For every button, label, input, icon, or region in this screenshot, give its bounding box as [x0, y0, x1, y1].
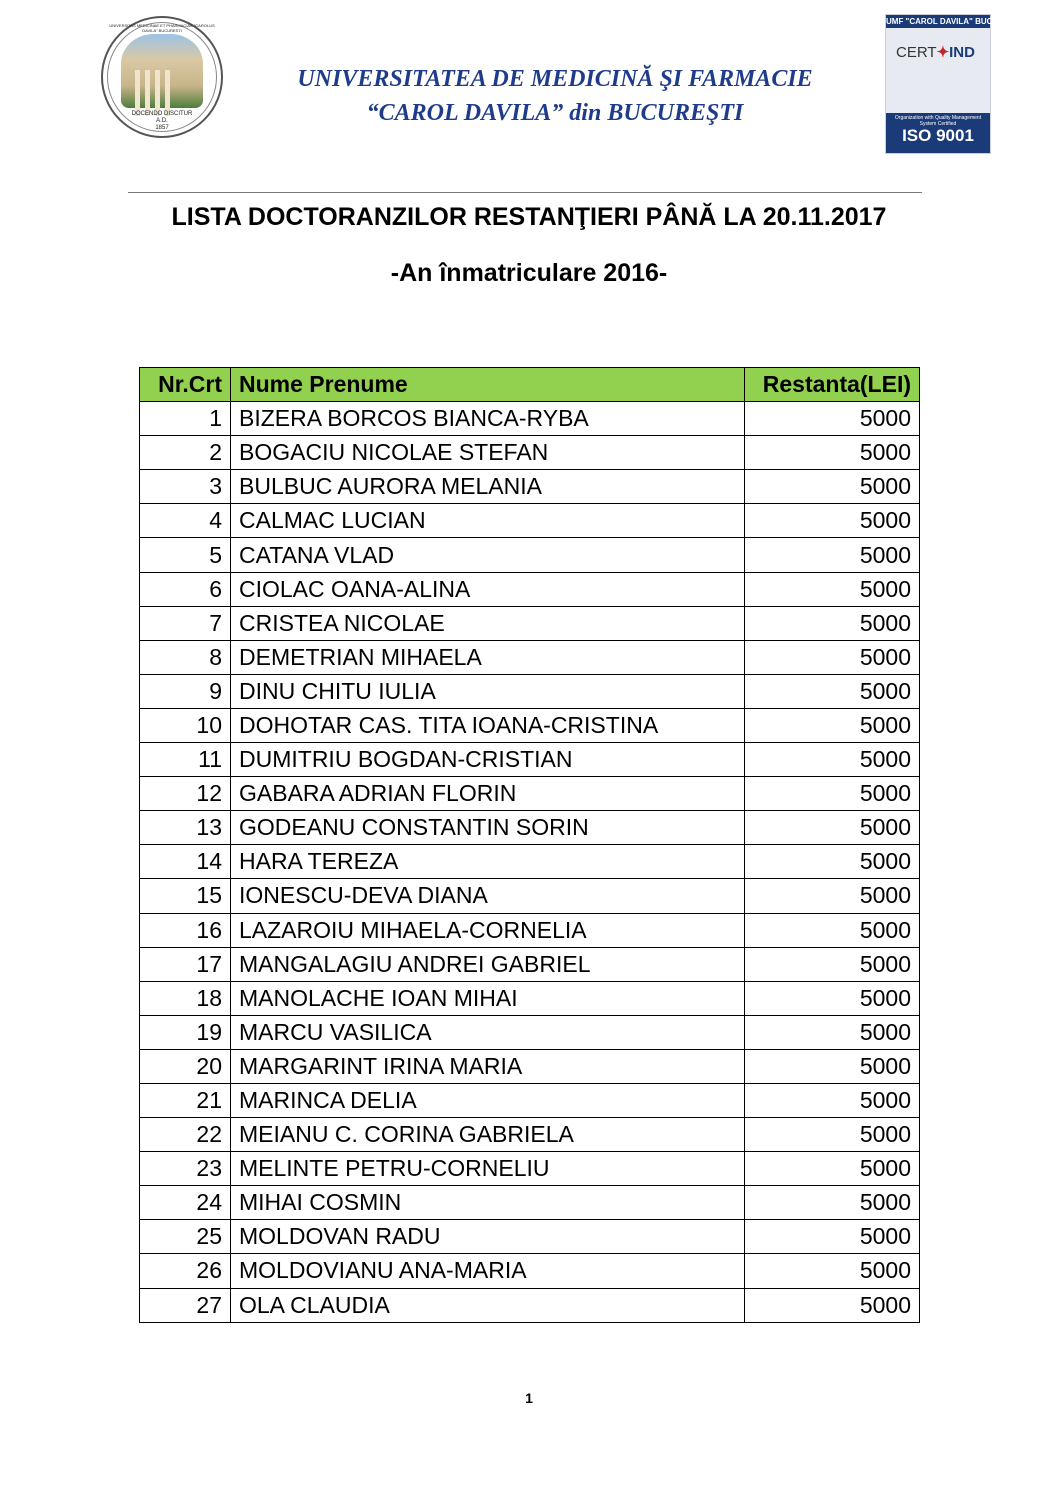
row-name: HARA TEREZA: [231, 845, 745, 879]
row-number: 2: [140, 436, 231, 470]
row-amount: 5000: [745, 572, 920, 606]
seal-building-image: [121, 34, 203, 108]
row-name: MANGALAGIU ANDREI GABRIEL: [231, 947, 745, 981]
row-number: 1: [140, 402, 231, 436]
table-row: [140, 538, 920, 572]
page-subtitle: -An înmatriculare 2016-: [390, 259, 668, 287]
row-number: 18: [140, 981, 231, 1015]
table-row: [140, 879, 920, 913]
seal-text: UNIVERSITAS MEDICINAE ET PHARMACIAE "CAROLUS DAVILA" BUCURESTI: [109, 23, 215, 33]
row-name: DINU CHITU IULIA: [231, 674, 745, 708]
row-amount: 5000: [745, 1049, 920, 1083]
row-number: 25: [140, 1220, 231, 1254]
row-amount: 5000: [745, 402, 920, 436]
row-number: 11: [140, 743, 231, 777]
row-number: 22: [140, 1118, 231, 1152]
row-name: MOLDOVAN RADU: [231, 1220, 745, 1254]
row-amount: 5000: [745, 1118, 920, 1152]
row-amount: 5000: [745, 538, 920, 572]
row-name: BULBUC AURORA MELANIA: [231, 470, 745, 504]
row-amount: 5000: [745, 981, 920, 1015]
row-amount: 5000: [745, 640, 920, 674]
row-number: 27: [140, 1288, 231, 1322]
row-name: MARGARINT IRINA MARIA: [231, 1049, 745, 1083]
row-amount: 5000: [745, 674, 920, 708]
row-amount: 5000: [745, 1186, 920, 1220]
row-number: 7: [140, 606, 231, 640]
row-number: 23: [140, 1152, 231, 1186]
table-row: [140, 845, 920, 879]
table-row: [140, 913, 920, 947]
row-amount: 5000: [745, 811, 920, 845]
row-name: CATANA VLAD: [231, 538, 745, 572]
row-name: CIOLAC OANA-ALINA: [231, 572, 745, 606]
row-amount: 5000: [745, 947, 920, 981]
row-amount: 5000: [745, 606, 920, 640]
row-amount: 5000: [745, 1254, 920, 1288]
row-number: 24: [140, 1186, 231, 1220]
table-row: [140, 1186, 920, 1220]
row-amount: 5000: [745, 436, 920, 470]
header-name: Nume Prenume: [231, 368, 745, 402]
row-amount: 5000: [745, 470, 920, 504]
row-number: 13: [140, 811, 231, 845]
table-row: [140, 640, 920, 674]
row-name: DUMITRIU BOGDAN-CRISTIAN: [231, 743, 745, 777]
row-amount: 5000: [745, 1152, 920, 1186]
header-divider: [128, 192, 922, 193]
debtors-table: [139, 367, 920, 1323]
table-row: [140, 470, 920, 504]
row-name: MARINCA DELIA: [231, 1083, 745, 1117]
row-name: GABARA ADRIAN FLORIN: [231, 777, 745, 811]
row-name: LAZAROIU MIHAELA-CORNELIA: [231, 913, 745, 947]
cert-top-label: UMF "CAROL DAVILA" BUCUREŞTI: [886, 17, 1022, 26]
table-row: [140, 947, 920, 981]
row-number: 9: [140, 674, 231, 708]
row-name: CALMAC LUCIAN: [231, 504, 745, 538]
row-number: 5: [140, 538, 231, 572]
row-amount: 5000: [745, 1083, 920, 1117]
row-number: 16: [140, 913, 231, 947]
row-number: 10: [140, 708, 231, 742]
row-amount: 5000: [745, 879, 920, 913]
row-amount: 5000: [745, 913, 920, 947]
table-row: [140, 1288, 920, 1322]
row-name: DOHOTAR CAS. TITA IOANA-CRISTINA: [231, 708, 745, 742]
table-row: [140, 1220, 920, 1254]
row-name: MELINTE PETRU-CORNELIU: [231, 1152, 745, 1186]
row-amount: 5000: [745, 708, 920, 742]
row-amount: 5000: [745, 845, 920, 879]
table-row: [140, 1049, 920, 1083]
table-row: [140, 708, 920, 742]
certind-mark: CERT✦IND: [896, 44, 975, 61]
iso-certification-logo: [885, 14, 1022, 154]
row-name: MANOLACHE IOAN MIHAI: [231, 981, 745, 1015]
row-name: MARCU VASILICA: [231, 1015, 745, 1049]
table-row: [140, 1152, 920, 1186]
table-row: [140, 811, 920, 845]
table-row: [140, 504, 920, 538]
header-nr: Nr.Crt: [140, 368, 231, 402]
row-number: 15: [140, 879, 231, 913]
row-amount: 5000: [745, 1288, 920, 1322]
table-row: [140, 572, 920, 606]
row-number: 3: [140, 470, 231, 504]
row-number: 8: [140, 640, 231, 674]
university-name-line1: UNIVERSITATEA DE MEDICINĂ ŞI FARMACIE: [297, 66, 813, 92]
row-name: MIHAI COSMIN: [231, 1186, 745, 1220]
header-amount: Restanta(LEI): [745, 368, 920, 402]
row-name: BOGACIU NICOLAE STEFAN: [231, 436, 745, 470]
row-name: CRISTEA NICOLAE: [231, 606, 745, 640]
row-number: 26: [140, 1254, 231, 1288]
table-row: [140, 1015, 920, 1049]
row-number: 6: [140, 572, 231, 606]
university-name-line2: “CAROL DAVILA” din BUCUREŞTI: [366, 100, 744, 126]
table-row: [140, 743, 920, 777]
row-number: 21: [140, 1083, 231, 1117]
table-row: [140, 402, 920, 436]
row-number: 12: [140, 777, 231, 811]
row-number: 20: [140, 1049, 231, 1083]
university-seal-logo: [101, 16, 223, 138]
row-name: DEMETRIAN MIHAELA: [231, 640, 745, 674]
row-amount: 5000: [745, 1220, 920, 1254]
row-number: 19: [140, 1015, 231, 1049]
row-amount: 5000: [745, 504, 920, 538]
cert-iso-box: Organization with Quality Management System Certified ISO 9001: [886, 113, 990, 153]
page-number: 1: [525, 1390, 533, 1406]
row-name: MEIANU C. CORINA GABRIELA: [231, 1118, 745, 1152]
table-row: [140, 1083, 920, 1117]
row-name: BIZERA BORCOS BIANCA-RYBA: [231, 402, 745, 436]
row-number: 17: [140, 947, 231, 981]
table-row: [140, 981, 920, 1015]
seal-motto: DOCENDO DISCITUR A.D. 1857: [131, 111, 193, 131]
table-row: [140, 1118, 920, 1152]
table-row: [140, 606, 920, 640]
row-name: OLA CLAUDIA: [231, 1288, 745, 1322]
page-title: LISTA DOCTORANZILOR RESTANŢIERI PÂNĂ LA 20.11.2017: [171, 203, 887, 231]
table-row: [140, 777, 920, 811]
row-amount: 5000: [745, 1015, 920, 1049]
row-amount: 5000: [745, 777, 920, 811]
row-name: GODEANU CONSTANTIN SORIN: [231, 811, 745, 845]
table-header-row: [140, 368, 920, 402]
table-row: [140, 436, 920, 470]
table-row: [140, 674, 920, 708]
row-number: 14: [140, 845, 231, 879]
row-number: 4: [140, 504, 231, 538]
row-name: MOLDOVIANU ANA-MARIA: [231, 1254, 745, 1288]
row-amount: 5000: [745, 743, 920, 777]
row-name: IONESCU-DEVA DIANA: [231, 879, 745, 913]
table-row: [140, 1254, 920, 1288]
